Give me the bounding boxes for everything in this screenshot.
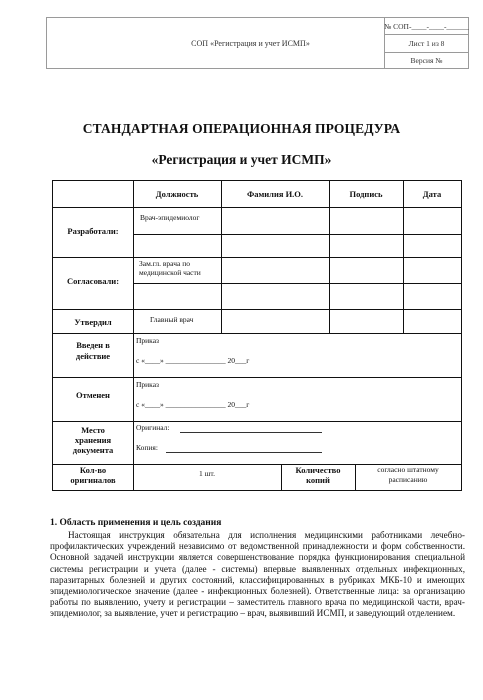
header-meta [385,18,468,68]
copies-label-line1: Количество [295,465,341,475]
table-rule [53,333,461,334]
row-label-agreed: Согласовали: [66,276,120,286]
header-number: № СОП-____-____-______ [385,18,468,35]
table-rule [133,181,134,490]
developed-position: Врач-эпидемиолог [140,213,200,222]
table-rule [133,234,461,235]
enacted-order: Приказ [136,336,160,345]
storage-original-label: Оригинал: [136,423,170,432]
header-sheet: Лист 1 из 8 [385,35,468,52]
approved-position: Главный врач [150,315,194,324]
copies-value-line1: согласно штатному [377,465,439,474]
paragraph-line: отделением. [407,608,456,619]
originals-value: 1 шт. [199,469,215,478]
header-version: Версия № [410,56,443,66]
row-label-storage-line1: Место [81,425,105,435]
section-heading: 1. Область применения и цель создания [50,518,222,528]
table-rule [53,421,461,422]
header-doc-name: СОП «Регистрация и учет ИСМП» [191,38,310,48]
row-label-storage-line2: хранения [74,435,112,445]
row-label-originals-line2: оригиналов [70,475,116,485]
paragraph-line: форм собственности. Основной задачей инструкции является совершенствование порядка [50,541,465,563]
row-label-enacted-line2: действие [75,351,111,361]
table-rule [329,181,330,333]
storage-copy-label: Копия: [136,443,158,452]
column-header-position: Должность [155,189,199,199]
storage-original-line [180,432,322,433]
paragraph-line: выявленных отдельных инфекционных, паразитарных болезней и других состояний, [50,563,465,585]
table-rule [133,283,461,284]
row-label-approved: Утвердил [74,317,112,327]
document-title: СТАНДАРТНАЯ ОПЕРАЦИОННАЯ ПРОЦЕДУРА [82,121,401,136]
table-rule [53,257,461,258]
table-rule [221,181,222,333]
row-label-developed: Разработали: [67,226,119,236]
column-header-name: Фамилия И.О. [246,189,304,199]
paragraph-line: лечебно-профилактических учреждений независимо от ведомственной принадлежности и [50,530,465,552]
cancelled-order: Приказ [136,380,160,389]
paragraph-line: учету и регистрации – заместитель главного врача по медицинской части, врач- [143,597,465,608]
paragraph-line: функционирования специальной системы регистрации и учета (далее - системы) впервые [50,552,465,574]
row-label-cancelled: Отменен [76,390,110,400]
row-label-storage-line3: документа [72,445,114,455]
row-label-originals-line1: Кол-во [79,465,107,475]
copies-value-line2: расписанию [388,475,428,484]
paragraph-line: - инфекционных болезней). Ответственные лица: за организацию работы по выявлению, [50,586,465,608]
table-rule [53,377,461,378]
paragraph-line: эпидемиолог, за выявление, учет и регистрацию – врач, выявивший ИСМП, и заведующий [50,608,406,619]
column-header-date: Дата [422,189,442,199]
agreed-position-line1: Зам.гл. врача по [139,259,190,268]
agreed-position-line2: медицинской части [139,268,201,277]
paragraph-line: классифицированных в рубриках МКБ-10 и имеющих эпидемиологическое значение (далее [50,574,465,597]
enacted-date-line: с «____» ________________ 20___г [136,356,250,365]
table-rule [403,181,404,333]
cancelled-date-line: с «____» ________________ 20___г [136,400,250,409]
header-doc-name-cell [47,18,385,68]
row-label-enacted-line1: Введен в [76,340,110,350]
document-header [46,17,469,69]
table-rule [53,309,461,310]
paragraph-line: Настоящая инструкция обязательна для исполнения медицинскими работниками [68,530,423,540]
copies-label-line2: копий [306,475,330,485]
approval-table [52,180,462,491]
storage-copy-line [166,452,322,453]
column-header-signature: Подпись [349,189,383,199]
table-rule [53,207,461,208]
document-subtitle: «Регистрация и учет ИСМП» [151,152,332,167]
section-paragraph [50,530,465,620]
